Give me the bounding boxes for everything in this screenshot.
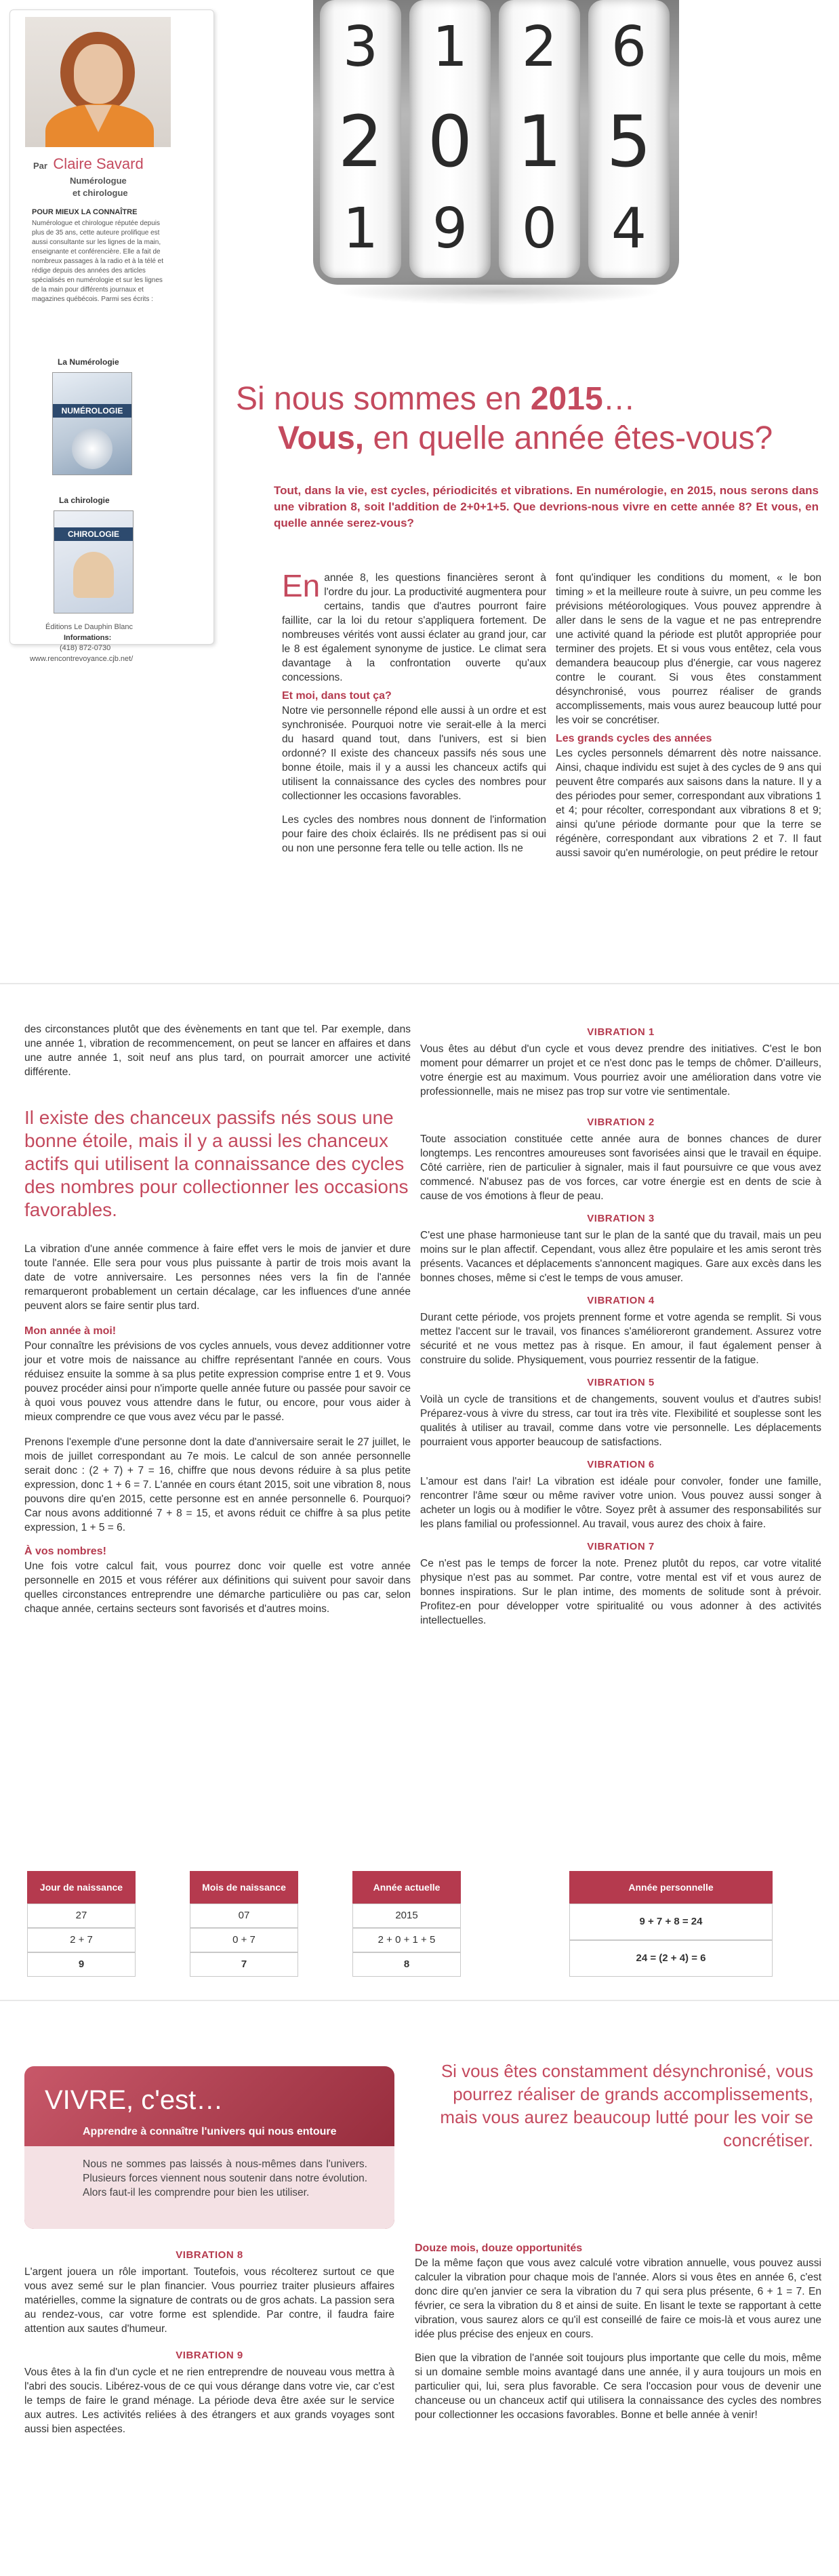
vibrations-8-9-column: [24, 2242, 394, 2436]
left-heading-2: À vos nombres!: [24, 1546, 106, 1557]
title-line2-bold: Vous,: [278, 420, 365, 456]
left-paragraph-2: Pour connaître les prévisions de vos cycles annuels, vous devez additionner votre jour et votre mois de naissance au chiffre représentant l'année en cours. Vous réduisez ensuite la somme à sa plus petite expression comprise entre 1 et 9. Vous pouvez procéder ainsi pour n'importe quelle année future ou passée pour savoir ce à quoi vous pouvez vous attendre dans le futur, ou encore, pour vous aider à mieux comprendre ce que vous avez vécu par le passé.: [24, 1340, 411, 1423]
table-header: Mois de naissance: [190, 1871, 298, 1904]
table-cell: 8: [352, 1952, 461, 1977]
vibrations-column: [420, 1020, 821, 1628]
vibration-title: VIBRATION 5: [587, 1377, 655, 1388]
info-label: Informations:: [64, 634, 112, 642]
page2-left-column: [24, 1022, 411, 1616]
table-header: Jour de naissance: [27, 1871, 136, 1904]
author-name: Claire Savard: [53, 155, 144, 172]
title-line1-post: …: [602, 381, 636, 417]
vibration-title: VIBRATION 4: [587, 1295, 655, 1306]
vibration-text: Ce n'est pas le temps de forcer la note. Prenez plutôt du repos, car votre vitalité physique n'est pas au sommet. Par contre, votre mental est vif et vous aurez de bonnes inspirations. Sur le plan intime, des moments de solitude sont à prévoir. Profitez-en pour développer votre spiritualité ou vous adonner à des activités intellectuelles.: [420, 1558, 821, 1626]
vibration-title: VIBRATION 9: [176, 2350, 243, 2361]
col1-heading: Et moi, dans tout ça?: [282, 690, 392, 702]
dial-digit: 4: [611, 197, 647, 261]
table-header: Année personnelle: [569, 1871, 773, 1904]
author-role-2: et chirologue: [73, 188, 128, 198]
table-cell: 9: [27, 1952, 136, 1977]
left-paragraph-0: des circonstances plutôt que des évènements en tant que tel. Par exemple, dans une année 1, vibration de recommencement, on peut se lancer en affaires et dans une autre année 1, soit neuf ans plus tard, on pourrait amorcer une activité différente.: [24, 1024, 411, 1078]
dial-digit: 3: [342, 15, 379, 79]
book2-label: La chirologie: [59, 496, 110, 505]
dial-digit: 6: [611, 15, 647, 79]
vivre-text: Nous ne sommes pas laissés à nous-mêmes dans l'univers. Plusieurs forces viennent nous soutenir dans notre évolution. Alors faut-il les comprendre pour bien les utiliser.: [83, 2158, 367, 2198]
vibration-5: [420, 1377, 821, 1449]
vibration-4: [420, 1295, 821, 1367]
vibration-3: [420, 1213, 821, 1285]
publisher: Éditions Le Dauphin Blanc: [45, 623, 134, 631]
table-cell: 9 + 7 + 8 = 24: [569, 1904, 773, 1940]
vibration-title: VIBRATION 3: [587, 1213, 655, 1224]
dial-drum-1: [320, 0, 401, 278]
title-year: 2015: [530, 381, 603, 417]
table-header: Année actuelle: [352, 1871, 461, 1904]
dial-drum-2: [409, 0, 491, 278]
table-cell: 27: [27, 1904, 136, 1928]
bio-heading: POUR MIEUX LA CONNAÎTRE: [32, 208, 138, 216]
page-break: [0, 983, 839, 984]
col2-heading: Les grands cycles des années: [556, 733, 712, 744]
table-cell: 2 + 0 + 1 + 5: [352, 1928, 461, 1952]
title-line1-pre: Si nous sommes en: [236, 381, 531, 417]
vibration-text: L'amour est dans l'air! La vibration est idéale pour convoler, fonder une famille, rencontrer l'âme sœur ou même raviver votre union. Vous pouvez aussi songer à acheter un logis ou à modifier le vôtre. Soyez prêt à assumer des responsabilités sur les plans familial ou professionnel. Au travail, vous aurez des choix à faire.: [420, 1476, 821, 1530]
book1-cover-title: NUMÉROLOGIE: [53, 404, 131, 418]
book2-cover-title: CHIROLOGIE: [54, 527, 133, 541]
author-sidebar: [9, 9, 214, 645]
vivre-subtitle: Apprendre à connaître l'univers qui nous entoure: [83, 2126, 337, 2137]
vibration-text: L'argent jouera un rôle important. Toutefois, vous récolterez surtout ce que vous avez semé sur le plan financier. Vous pourriez traiter plusieurs affaires matérielles, comme la signature de contrats ou de gros achats. La passion sera au rendez-vous, car votre forme est splendide. Par contre, il faudra faire attention aux sautes d'humeur.: [24, 2266, 394, 2335]
vibration-title: VIBRATION 8: [176, 2249, 243, 2261]
vibration-6: [420, 1459, 821, 1531]
book1-label: La Numérologie: [58, 357, 119, 367]
vibration-9: [24, 2350, 394, 2436]
dial-digit: 2: [521, 15, 558, 79]
page-title: [230, 380, 827, 458]
vibration-text: Durant cette période, vos projets prennent forme et votre agenda se remplit. Si vous mettez l'accent sur le travail, vos finances s'amélioreront grandement. Assurez votre sécurité et ne vous mettez pas à risque. En amour, il faut également penser à construire du solide. Physiquement, vous pourriez ressentir de la fatigue.: [420, 1312, 821, 1366]
vivre-box: [24, 2066, 394, 2229]
intro-paragraph: Tout, dans la vie, est cycles, périodicités et vibrations. En numérologie, en 2015, nous serons dans une vibration 8, soit l'addition de 2+0+1+5. Que devrions-nous vivre en cette année 8? Et vous, en quelle année serez-vous?: [274, 484, 819, 529]
column-1: [282, 568, 546, 856]
info-phone: (418) 872-0730: [60, 644, 111, 652]
table-cell: 07: [190, 1904, 298, 1928]
by-label: Par: [33, 161, 47, 171]
vibration-text: Voilà un cycle de transitions et de changements, souvent voulus et d'autres subis! Préparez-vous à vivre du stress, car tout ira très vite. Flexibilité et souplesse sont les qualités à utiliser au travail, comme dans votre vie personnelle. Les déplacements pourraient vous apporter beaucoup de satisfactions.: [420, 1394, 821, 1448]
dial-digit: 9: [432, 197, 468, 261]
dropcap: En: [282, 568, 321, 603]
vibration-title: VIBRATION 2: [587, 1116, 655, 1128]
vibration-2: [420, 1116, 821, 1203]
dial-digit: 0: [521, 197, 558, 261]
table-col-year: [352, 1871, 461, 1977]
dial-digit: 1: [432, 15, 468, 79]
vibration-text: Vous êtes à la fin d'un cycle et ne rien entreprendre de nouveau vous mettra à l'abri des soucis. Libérez-vous de ce qui vous dérange dans votre vie, car c'est le temps de faire le grand ménage. La période deva être axée sur le service aux autres. Les activités reliées à des étrangers et aux grands voyages sont aussi bien aspectées.: [24, 2367, 394, 2435]
table-cell: 2 + 7: [27, 1928, 136, 1952]
left-paragraph-4: Une fois votre calcul fait, vous pourrez donc voir quelle est votre année personnelle en 2015 et vous référer aux définitions qui suivent pour savoir dans quelles circonstances entreprendre une démarche particulière ou pas car, selon chaque année, certains secteurs sont favorisés et d'autres moins.: [24, 1561, 411, 1615]
col2-paragraph-2: Les cycles personnels démarrent dès notre naissance. Ainsi, chaque individu est sujet à des cycles de 9 ans qui peuvent être comparés aux saisons dans la nature. Il y a des périodes pour semer, correspondant aux vibrations 1 et 4; pour récolter, correspondant aux vibrations 8 et 9; ainsi qu'une période dormante pour que la terre se régénère, correspondant aux vibrations 2 et 7. Il faut aussi savoir qu'en numérologie, on peut prédire le retour: [556, 748, 821, 859]
book1-cover: [52, 372, 132, 475]
page-break-2: [0, 2000, 839, 2001]
book2-cover: [54, 510, 134, 613]
pull-quote: Il existe des chanceux passifs nés sous une bonne étoile, mais il y a aussi les chanceux actifs qui utilisent la connaissance des cycles des nombres pour collectionner les occasions favorables.: [24, 1107, 409, 1220]
col1-paragraph-2: Notre vie personnelle répond elle aussi à un ordre et est synchronisée. Pourquoi notre vie serait-elle à la merci du hasard quand tout, dans l'univers, est si bien ordonné? Il existe des chanceux passifs nés sous une bonne étoile, mais il y a aussi les chanceux actifs qui utilisent la connaissance des cycles des nombres pour collectionner les occasions favorables.: [282, 705, 546, 802]
column-2: [556, 571, 821, 860]
final-paragraph-2: Bien que la vibration de l'année soit toujours plus importante que celle du mois, même si un domaine semble moins avantagé dans une année, il y aura toujours un mois en particulier qui, lui, sera plus favorable. Ce sera l'occasion pour vous de devenir une chanceuse ou un chanceux actif qui utilisera la connaissance des cycles des nombres pour collectionner les occasions favorables. Bonne et belle année à venir!: [415, 2352, 821, 2421]
year-dial: [295, 0, 695, 320]
table-cell: 7: [190, 1952, 298, 1977]
table-cell: 2015: [352, 1904, 461, 1928]
vivre-title: VIVRE, c'est…: [45, 2085, 224, 2115]
table-col-personal: [569, 1871, 773, 1977]
pull-quote-2: Si vous êtes constamment désynchronisé, vous pourrez réaliser de grands accomplissements, mais vous aurez beaucoup lutté pour les voir se concrétiser.: [440, 2061, 813, 2150]
vibration-text: C'est une phase harmonieuse tant sur le plan de la santé que du travail, mais un peu moins sur le plan affectif. Cependant, vous allez être populaire et les amis seront très présents. Vacances et déplacements s'annoncent magiques. Gare aux excès dans les bonnes choses, même si c'est le temps de vous amuser.: [420, 1230, 821, 1284]
table-cell: 0 + 7: [190, 1928, 298, 1952]
author-role-1: Numérologue: [70, 176, 127, 186]
dial-digit: 1: [342, 197, 379, 261]
table-col-month: [190, 1871, 298, 1977]
dial-digit: 5: [606, 100, 652, 183]
final-section: [415, 2242, 821, 2422]
col1-paragraph-1: [282, 568, 546, 685]
info-website[interactable]: www.rencontrevoyance.cjb.net/: [30, 655, 134, 663]
dial-drum-4: [588, 0, 670, 278]
title-line2-rest: en quelle année êtes-vous?: [364, 420, 773, 456]
col1-text-1: année 8, les questions financières seront à l'ordre du jour. La productivité augmentera pour certains, tandis que d'autres pourront faire faillite, car la loi du retour s'appliquera fortement. De nombreuses vérités vont aussi éclater au grand jour, car le 8 est également synonyme de justice. Le climat sera davantage à la confrontation ouverte qu'aux concessions.: [282, 572, 546, 683]
dial-digit: 2: [337, 100, 384, 183]
vibration-title: VIBRATION 1: [587, 1026, 655, 1038]
dial-digit: 1: [516, 100, 562, 183]
vibration-1: [420, 1026, 821, 1099]
final-heading: Douze mois, douze opportunités: [415, 2242, 583, 2254]
author-photo: [25, 17, 171, 147]
vibration-title: VIBRATION 7: [587, 1541, 655, 1552]
left-heading-1: Mon année à moi!: [24, 1325, 117, 1337]
bio-text: Numérologue et chirologue réputée depuis plus de 35 ans, cette auteure prolifique est aussi consultante sur les lignes de la main, enseignante et conférencière. Elle a fait de nombreux passages à la radio et à la télé et rédige depuis des années des articles spécialisés en numérologie et sur les lignes de la main pour différents journaux et magazines québécois. Parmi ses écrits :: [32, 220, 164, 303]
vivre-text-panel: [24, 2146, 394, 2229]
vibration-text: Vous êtes au début d'un cycle et vous devez prendre des initiatives. C'est le bon moment pour démarrer un projet et ce n'est donc pas le temps de chômer. D'ailleurs, votre énergie est au maximum. Vous pourriez avoir une amélioration dans votre vie professionnelle, mais ne misez pas trop sur votre vie sentimentale.: [420, 1043, 821, 1098]
col2-paragraph-1: font qu'indiquer les conditions du moment, « le bon timing » et la meilleure route à suivre, un peu comme les prévisions météorologiques. Vous pouvez apprendre à aller dans le sens de la vague et ne pas entreprendre une activité quand la période est plutôt appropriée pour terminer des projets. Et si vous vous entêtez, cela vous demandera beaucoup plus d'énergie, car vous nagerez contre le courant. Si vous êtes constamment désynchronisé, vous pourrez réaliser de grands accomplissements, mais vous aurez beaucoup lutté pour les voir se concrétiser.: [556, 572, 821, 726]
left-paragraph-1: La vibration d'une année commence à faire effet vers le mois de janvier et dure toute l'année. Elle sera pour vous plus puissante à partir de trois mois avant la date de votre anniversaire. Les personnes nées vers la fin de l'année remarqueront probablement un certain décalage, car les influences d'une année peuvent alors se faire sentir plus tard.: [24, 1243, 411, 1312]
vibration-8: [24, 2249, 394, 2336]
table-col-day: [27, 1871, 136, 1977]
vibration-title: VIBRATION 6: [587, 1459, 655, 1470]
dial-digit: 0: [427, 100, 473, 183]
vibration-text: Toute association constituée cette année aura de bonnes chances de durer longtemps. Les rencontres amoureuses sont favorisées ainsi que le travail en équipe. Côté carrière, rien de particulier à signaler, mais il faut poursuivre ce que vous avez commencé. N'abusez pas de vos forces, car votre énergie est en dents de scie à cause de vos émotions à fleur de peau.: [420, 1133, 821, 1202]
table-cell: 24 = (2 + 4) = 6: [569, 1940, 773, 1977]
dial-drum-3: [499, 0, 580, 278]
final-paragraph-1: De la même façon que vous avez calculé votre vibration annuelle, vous pouvez aussi calculer la vibration pour chaque mois de l'année. Alors si vous êtes en année 6, c'est donc dire qu'en janvier ce sera la vibration du 7 qui sera plus présente, 6 + 1 = 7. En février, ce sera la vibration du 8 et ainsi de suite. En lisant le texte se rapportant à cette vibration, vous saurez alors ce qu'il est conseillé de faire ce mois-là et vous aurez une idée plus précise des enjeux en cours.: [415, 2257, 821, 2340]
calc-table: [27, 1871, 800, 2007]
col1-paragraph-3: Les cycles des nombres nous donnent de l'information pour faire des choix éclairés. Ils ne prédisent pas si oui ou non une personne fera telle ou telle action. Ils ne: [282, 814, 546, 854]
vibration-7: [420, 1541, 821, 1628]
left-paragraph-3: Prenons l'exemple d'une personne dont la date d'anniversaire serait le 27 juillet, le mois de juillet correspondant au 7e mois. Le calcul de son année personnelle serait donc : (2 + 7) + 7 = 16, chiffre que nous devons réduire à sa plus petite expression, donc 1 + 6 = 7. L'année en cours étant 2015, soit une vibration 8, nous pouvons dire qu'en 2015, cette personne est en année personnelle 6. Pourquoi? Car nous avons additionné 7 + 8 = 15, et avons réduit ce chiffre à sa plus petite expression, 1 + 5 = 6.: [24, 1436, 411, 1533]
